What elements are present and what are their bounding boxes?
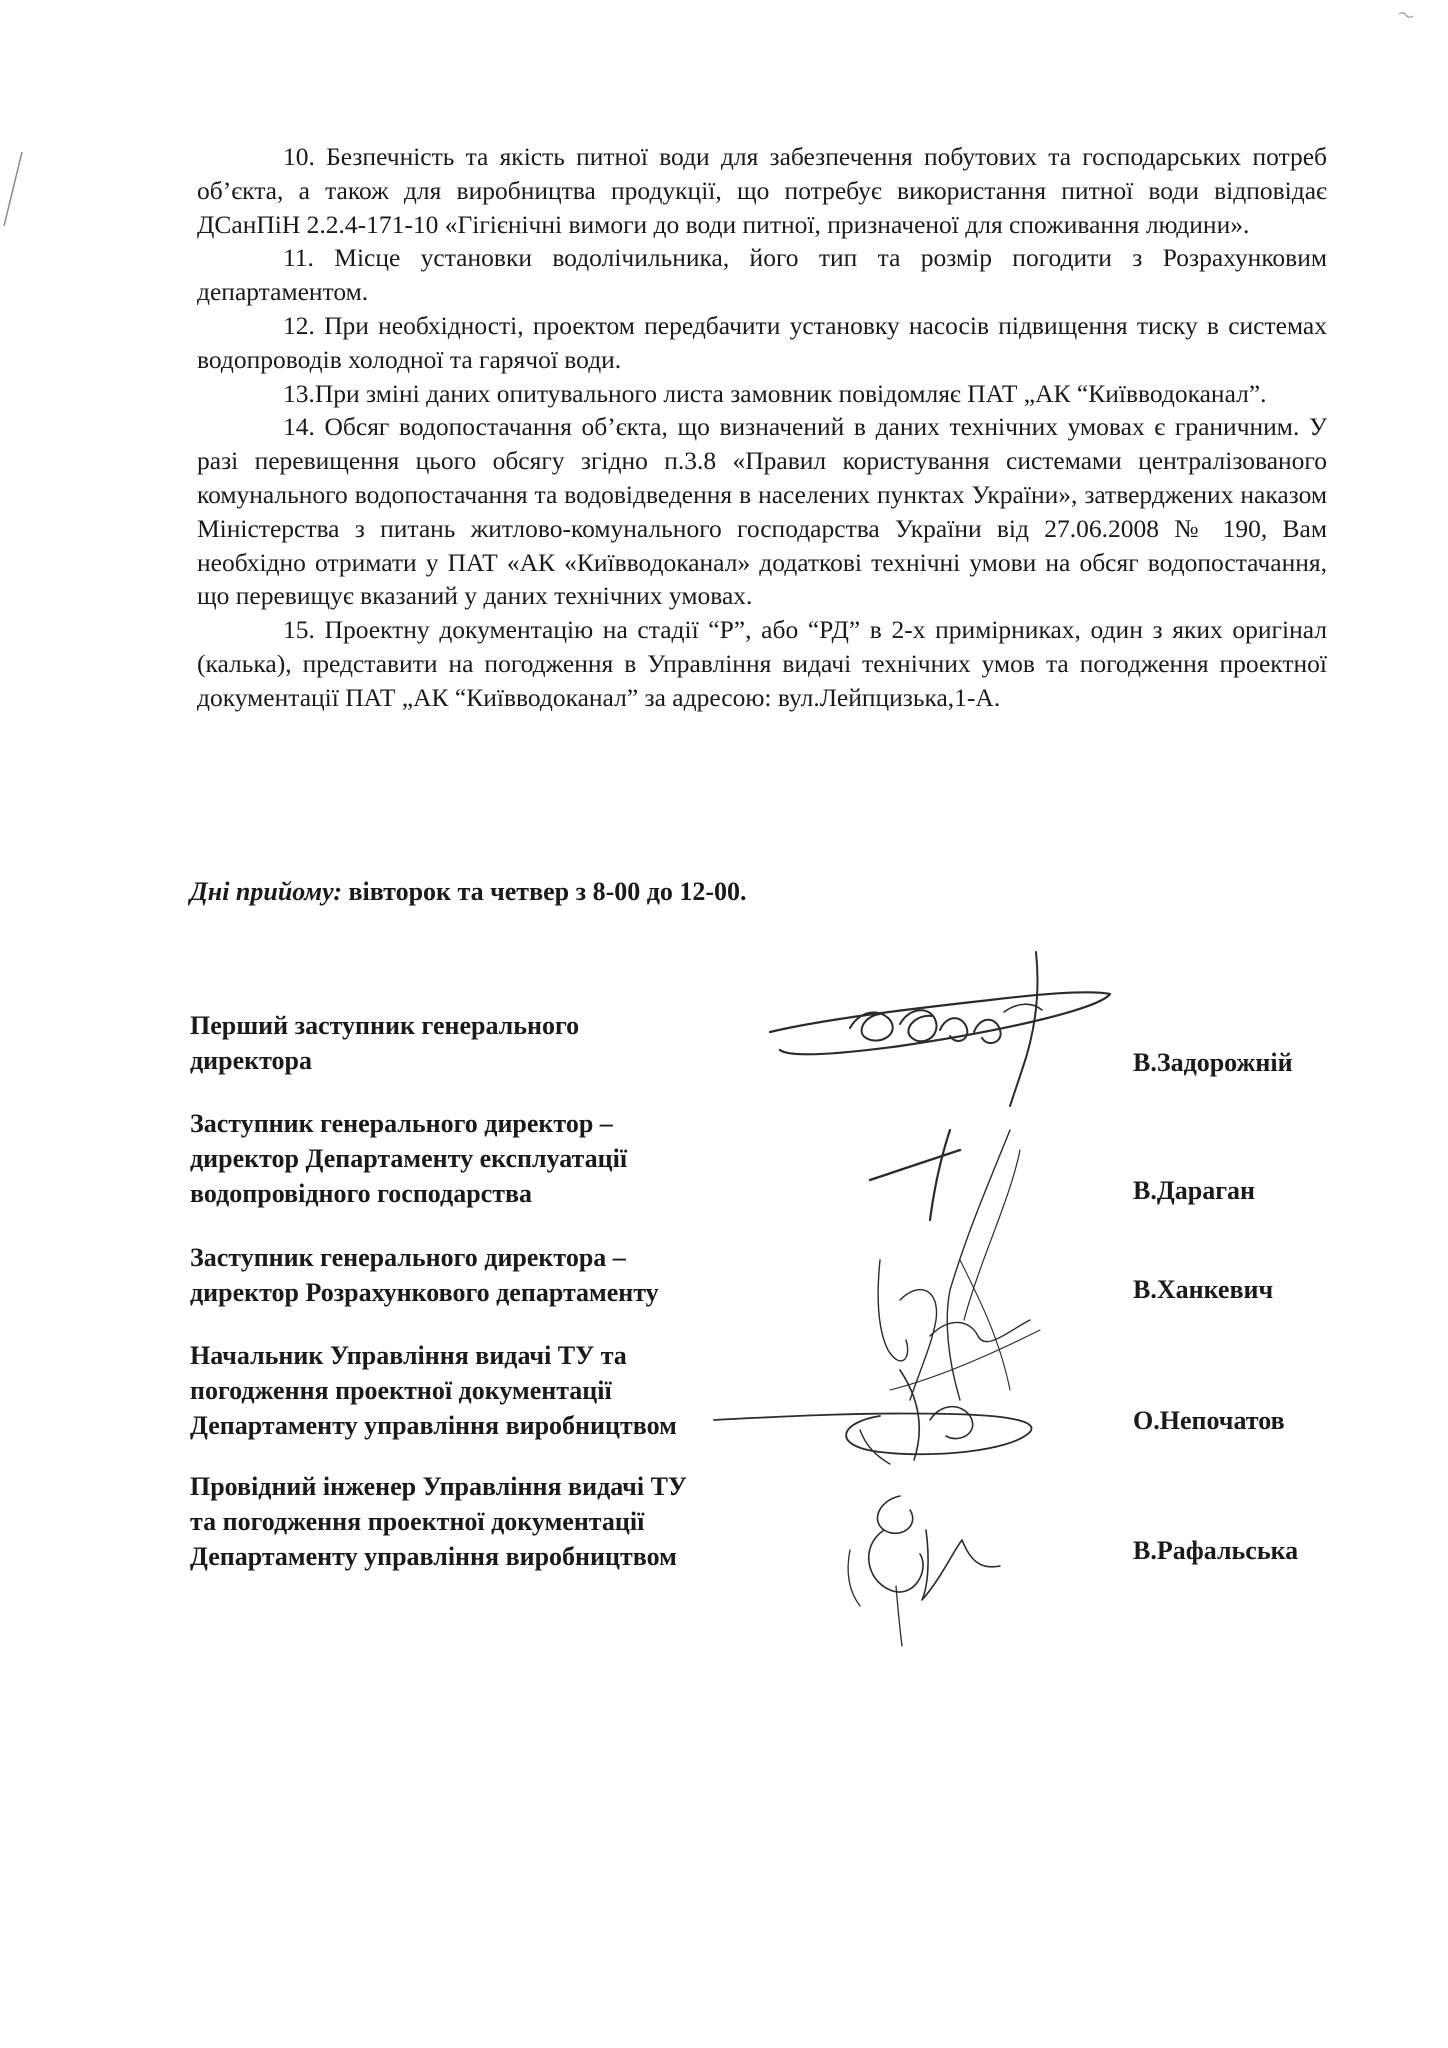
paragraph-12: 12. При необхідності, проектом передбачити установку насосів підвищення тиску в системах водопроводів холодної та гарячої води. (197, 310, 1327, 374)
signatory-title: Заступник генерального директора – директор Розрахункового департаменту (190, 1243, 659, 1307)
signatory-name: В.Ханкевич (1133, 1275, 1274, 1304)
paragraph-13: 13.При зміні даних опитувального листа замовник повідомляє ПАТ „АК “Київводоканал”. (283, 378, 1267, 408)
reception-value: вівторок та четвер з 8-00 до 12-00. (348, 877, 747, 906)
signature-zadorozhnii (760, 950, 1120, 1110)
signatory-title: Провідний інженер Управління видачі ТУ та погодження проектної документації Департаменту управління виробництвом (190, 1472, 687, 1571)
signatory-1 (190, 1008, 579, 1078)
signature-rafalska (830, 1490, 1010, 1650)
signatory-title: Начальник Управління видачі ТУ та погодження проектної документації Департаменту управління виробництвом (190, 1341, 677, 1440)
reception-days (190, 877, 747, 907)
signatory-name: О.Непочатов (1133, 1406, 1285, 1435)
signatory-name: В.Задорожній (1133, 1048, 1293, 1077)
scan-edge-mark (0, 150, 30, 230)
signatory-title: Перший заступник генерального директора (190, 1011, 580, 1075)
reception-label: Дні прийому: (190, 877, 342, 906)
paragraph-11: 11. Місце установки водолічильника, його тип та розмір погодити з Розрахунковим департаментом. (197, 243, 1327, 307)
signatory-name: В.Рафальська (1133, 1536, 1299, 1565)
signatory-4 (190, 1338, 677, 1443)
conditions-text (197, 140, 1327, 715)
signatory-5 (190, 1469, 687, 1574)
paragraph-15: 15. Проектну документацію на стадії “Р”, або “РД” в 2-х примірниках, один з яких оригінал (калька), представити на погодження в Управління видачі технічних умов та погодження проектної документації ПАТ „АК “Київводоканал” за адресою: вул.Лейпцизька,1-А. (197, 615, 1327, 712)
signature-nepochatov (710, 1360, 1050, 1470)
paragraph-14: 14. Обсяг водопостачання об’єкта, що визначений в даних технічних умовах є граничним. У разі перевищення цього обсягу згідно п.3.8 «Правил користування системами централізованого комунального водопостачання та водовідведення в населених пунктах України», затверджених наказом Міністерства з питань житлово-комунального господарства України від 27.06.2008 № 190, Вам необхідно отримати у ПАТ «АК «Київводоканал» додаткові технічні умови на обсяг водопостачання, що перевищує вказаний у даних технічних умовах. (197, 412, 1327, 611)
scan-smudge (1398, 10, 1414, 22)
paragraph-10: 10. Безпечність та якість питної води для забезпечення побутових та господарських потреб об’єкта, а також для виробництва продукції, що потребує використання питної води відповідає ДСанПіН 2.2.4-171-10 «Гігієнічні вимоги до води питної, призначеної для споживання людини». (197, 142, 1327, 239)
signatory-3 (190, 1240, 659, 1310)
signatory-2 (190, 1106, 627, 1211)
signatory-name: В.Дараган (1133, 1176, 1255, 1205)
signatory-title: Заступник генерального директор – директор Департаменту експлуатації водопровідного господарства (190, 1109, 628, 1208)
